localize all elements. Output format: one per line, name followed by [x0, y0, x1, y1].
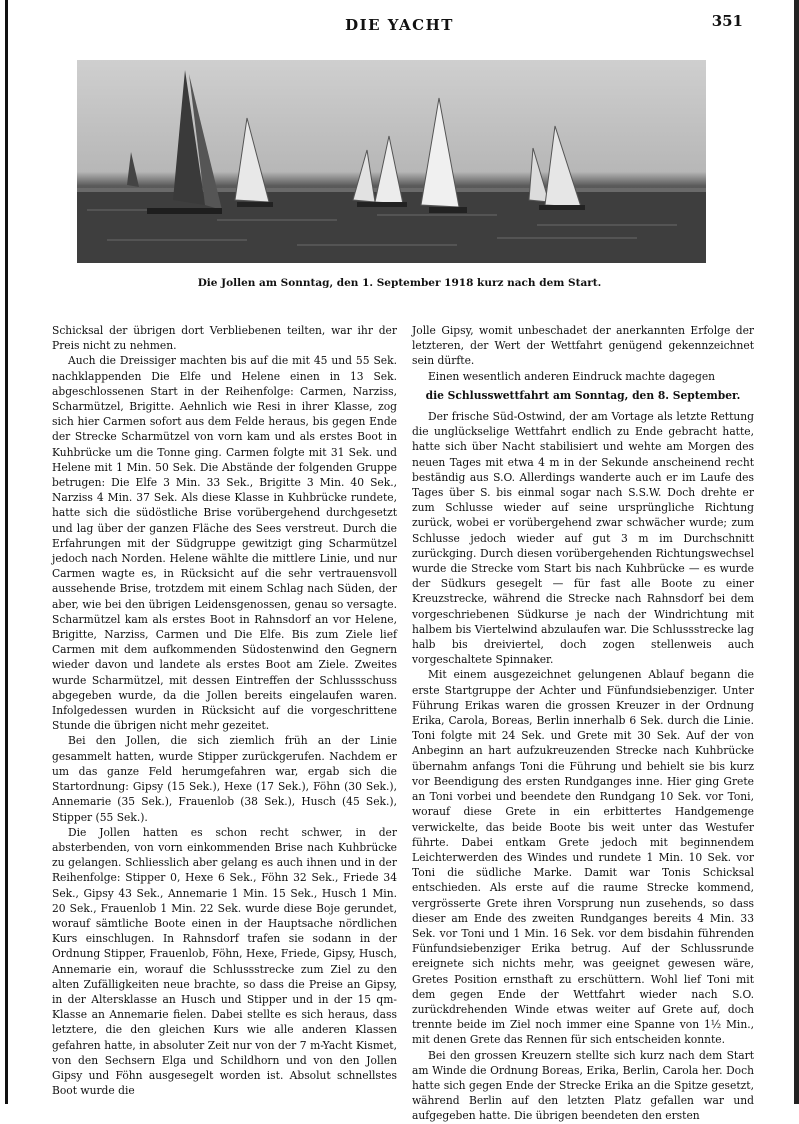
scan-edge-right	[794, 0, 799, 1104]
left-column	[52, 323, 397, 1098]
sailing-dinghies-photo	[77, 60, 706, 263]
sailboat-5	[529, 126, 585, 210]
journal-title: DIE YACHT	[345, 16, 454, 34]
page-number: 351	[711, 12, 743, 30]
photo-illustration	[77, 60, 706, 263]
paragraph: Die Jollen hatten es schon recht schwer, in der absterbenden, von vorn einkommenden Brise nach Kuhbrücke zu gelangen. Schliesslich aber gelang es auch ihnen und in der Reihenfolge: Stipper 0, Hexe 6 Sek., Föhn 32 Sek., Friede 34 Sek., Gipsy 43 Sek., Annemarie 1 Min. 15 Sek., Husch 1 Min. 20 Sek., Frauenlob 1 Min. 22 Sek. wurde diese Boje gerundet, worauf sämtliche Boote einen in der Hauptsache nördlichen Kurs einschlugen. In Rahnsdorf trafen sie sodann in der Ordnung Stipper, Frauenlob, Föhn, Hexe, Friede, Gipsy, Husch, Annemarie ein, worauf die Schlussstrecke zum Ziel zu den alten Zufälligkeiten neue brachte, so dass die Preise an Gipsy, in der Altersklasse an Husch und Stipper und in der 15 qm-Klasse an Annemarie fielen. Dabei stellte es sich heraus, dass letztere, die den gleichen Kurs wie alle anderen Klassen gefahren hatte, in absoluter Zeit nur von der 7 m-Yacht Kismet, von den Sechsern Elga und Schildhorn und von den Jollen Gipsy und Föhn ausgesegelt worden ist. Absolut schnellstes Boot wurde die	[52, 825, 397, 1098]
paragraph: Mit einem ausgezeichnet gelungenen Ablauf begann die erste Startgruppe der Achter und Fünfundsiebenziger. Unter Führung Erikas waren die grossen Kreuzer in der Ordnung Erika, Carola, Boreas, Berlin innerhalb 6 Sek. durch die Linie. Toni folgte mit 24 Sek. und Grete mit 30 Sek. Auf der von Anbeginn an hart aufzukreuzenden Strecke nach Kuhbrücke übernahm anfangs Toni die Führung und behielt sie bis kurz vor Beendigung des ersten Rundganges inne. Hier ging Grete an Toni vorbei und beendete den Rundgang 10 Sek. vor Toni, worauf diese Grete in ein erbittertes Handgemenge verwickelte, das beide Boote bis weit unter das Westufer führte. Dabei entkam Grete jedoch mit beginnendem Leichterwerden des Windes und rundete 1 Min. 10 Sek. vor Toni die südliche Marke. Damit war Tonis Schicksal entschieden. Als erste auf die raume Strecke kommend, vergrösserte Grete ihren Vorsprung nun zusehends, so dass dieser am Ende des zweiten Rundganges bereits 4 Min. 33 Sek. vor Toni und 1 Min. 16 Sek. vor dem bisdahin führenden Fünfundsiebenziger Erika betrug. Auf der Schlussrunde ereignete sich nichts mehr, was geeignet gewesen wäre, Gretes Position ernsthaft zu erschüttern. Wohl lief Toni mit dem gegen Ende der Wettfahrt wieder nach S.O. zurückdrehenden Winde etwas weiter auf Grete auf, doch trennte beide im Ziel noch immer eine Spanne von 1½ Min., mit denen Grete das Rennen für sich entscheiden konnte.	[412, 668, 754, 1047]
paragraph: Schicksal der übrigen dort Verbliebenen teilten, war ihr der Preis nicht zu nehmen.	[52, 324, 397, 353]
scan-edge-left	[5, 0, 8, 1104]
figure-caption: Die Jollen am Sonntag, den 1. September 1918 kurz nach dem Start.	[197, 277, 602, 289]
paragraph: Bei den grossen Kreuzern stellte sich kurz nach dem Start am Winde die Ordnung Boreas, Erika, Berlin, Carola her. Doch hatte sich gegen Ende der Strecke Erika an die Spitze gesetzt, während Berlin auf den letzten Platz gefallen war und aufgegeben hatte. Die übrigen beendeten den ersten	[412, 1048, 754, 1123]
paragraph: Einen wesentlich anderen Eindruck machte dagegen	[428, 369, 716, 383]
paragraph: Bei den Jollen, die sich ziemlich früh an der Linie gesammelt hatten, wurde Stipper zurückgerufen. Nachdem er um das ganze Feld herumgefahren war, ergab sich die Startordnung: Gipsy (15 Sek.), Hexe (17 Sek.), Föhn (30 Sek.), Annemarie (35 Sek.), Frauenlob (38 Sek.), Husch (45 Sek.), Stipper (55 Sek.).	[52, 734, 397, 824]
sailboat-3	[353, 136, 407, 207]
paragraph: Auch die Dreissiger machten bis auf die mit 45 und 55 Sek. nachklappenden Die Elfe und Helene einen in 13 Sek. abgeschlossenen Start in der Reihenfolge: Carmen, Narziss, Scharmützel, Brigitte. Aehnlich wie Resi in ihrer Klasse, zog sich hier Carmen sofort aus dem Felde heraus, bis gegen Ende der Strecke Scharmützel von vorn kam und als erstes Boot in Kuhbrücke um die Tonne ging. Carmen folgte mit 31 Sek. und Helene mit 1 Min. 50 Sek. Die Abstände der folgenden Gruppe betrugen: Die Elfe 3 Min. 33 Sek., Brigitte 3 Min. 40 Sek., Narziss 4 Min. 37 Sek. Als diese Klasse in Kuhbrücke rundete, hatte sich die südöstliche Brise vorübergehend durchgesetzt und lag über der ganzen Fläche des Sees verstreut. Durch die Erfahrungen mit der Südgruppe gewitzigt ging Scharmützel jedoch nach Norden. Helene wählte die mittlere Linie, und nur Carmen wagte es, in Rücksicht auf die sehr vertrauensvoll aussehende Brise, trotzdem mit einem Schlag nach Süden, der aber, wie bei den übrigen Leidensgenossen, genau so versagte. Scharmützel kam als erstes Boot in Rahnsdorf an vor Helene, Brigitte, Narziss, Carmen und Die Elfe. Bis zum Ziele lief Carmen mit dem aufkommenden Südostenwind den Gegnern wieder davon und landete als erstes Boot am Ziele. Zweites wurde Scharmützel, mit dessen Eintreffen der Schlussschuss abgegeben wurde, da die Jollen bereits eingelaufen waren. Infolgedessen wurden in Rücksicht auf die vorgeschrittene Stunde die übrigen nicht mehr gezeitet.	[52, 354, 397, 733]
right-column	[412, 323, 754, 1124]
section-heading: die Schlusswettfahrt am Sonntag, den 8. September.	[425, 388, 741, 402]
paragraph: Jolle Gipsy, womit unbeschadet der anerkannten Erfolge der letzteren, der Wert der Wettfahrt genügend gekennzeichnet sein dürfte.	[412, 324, 754, 368]
sailboat-2	[235, 118, 273, 207]
paragraph: Der frische Süd-Ostwind, der am Vortage als letzte Rettung die unglückselige Wettfahrt endlich zu Ende gebracht hatte, hatte sich über Nacht stabilisiert und wehte am Morgen des neuen Tages mit etwa 4 m in der Sekunde anscheinend recht beständig aus S.O. Allerdings wanderte auch er im Laufe des Tages über S. bis einmal sogar nach S.S.W. Doch drehte er zum Schlusse wieder auf seine ursprüngliche Richtung zurück, wobei er vorübergehend zwar schwächer wurde; zum Schlusse jedoch wieder auf gut 3 m im Durchschnitt zurückging. Durch diesen vorübergehenden Richtungswechsel wurde die Strecke vom Start bis nach Kuhbrücke — es wurde der Südkurs gesegelt — für fast alle Boote zu einer Kreuzstrecke, während die Strecke nach Rahnsdorf bei dem vorgeschriebenen Südkurse je nach der Windrichtung mit halbem bis Viertelwind abzulaufen war. Die Schlussstrecke lag halb bis dreiviertel, doch zogen stellenweis auch vorgeschaltete Spinnaker.	[412, 410, 754, 667]
